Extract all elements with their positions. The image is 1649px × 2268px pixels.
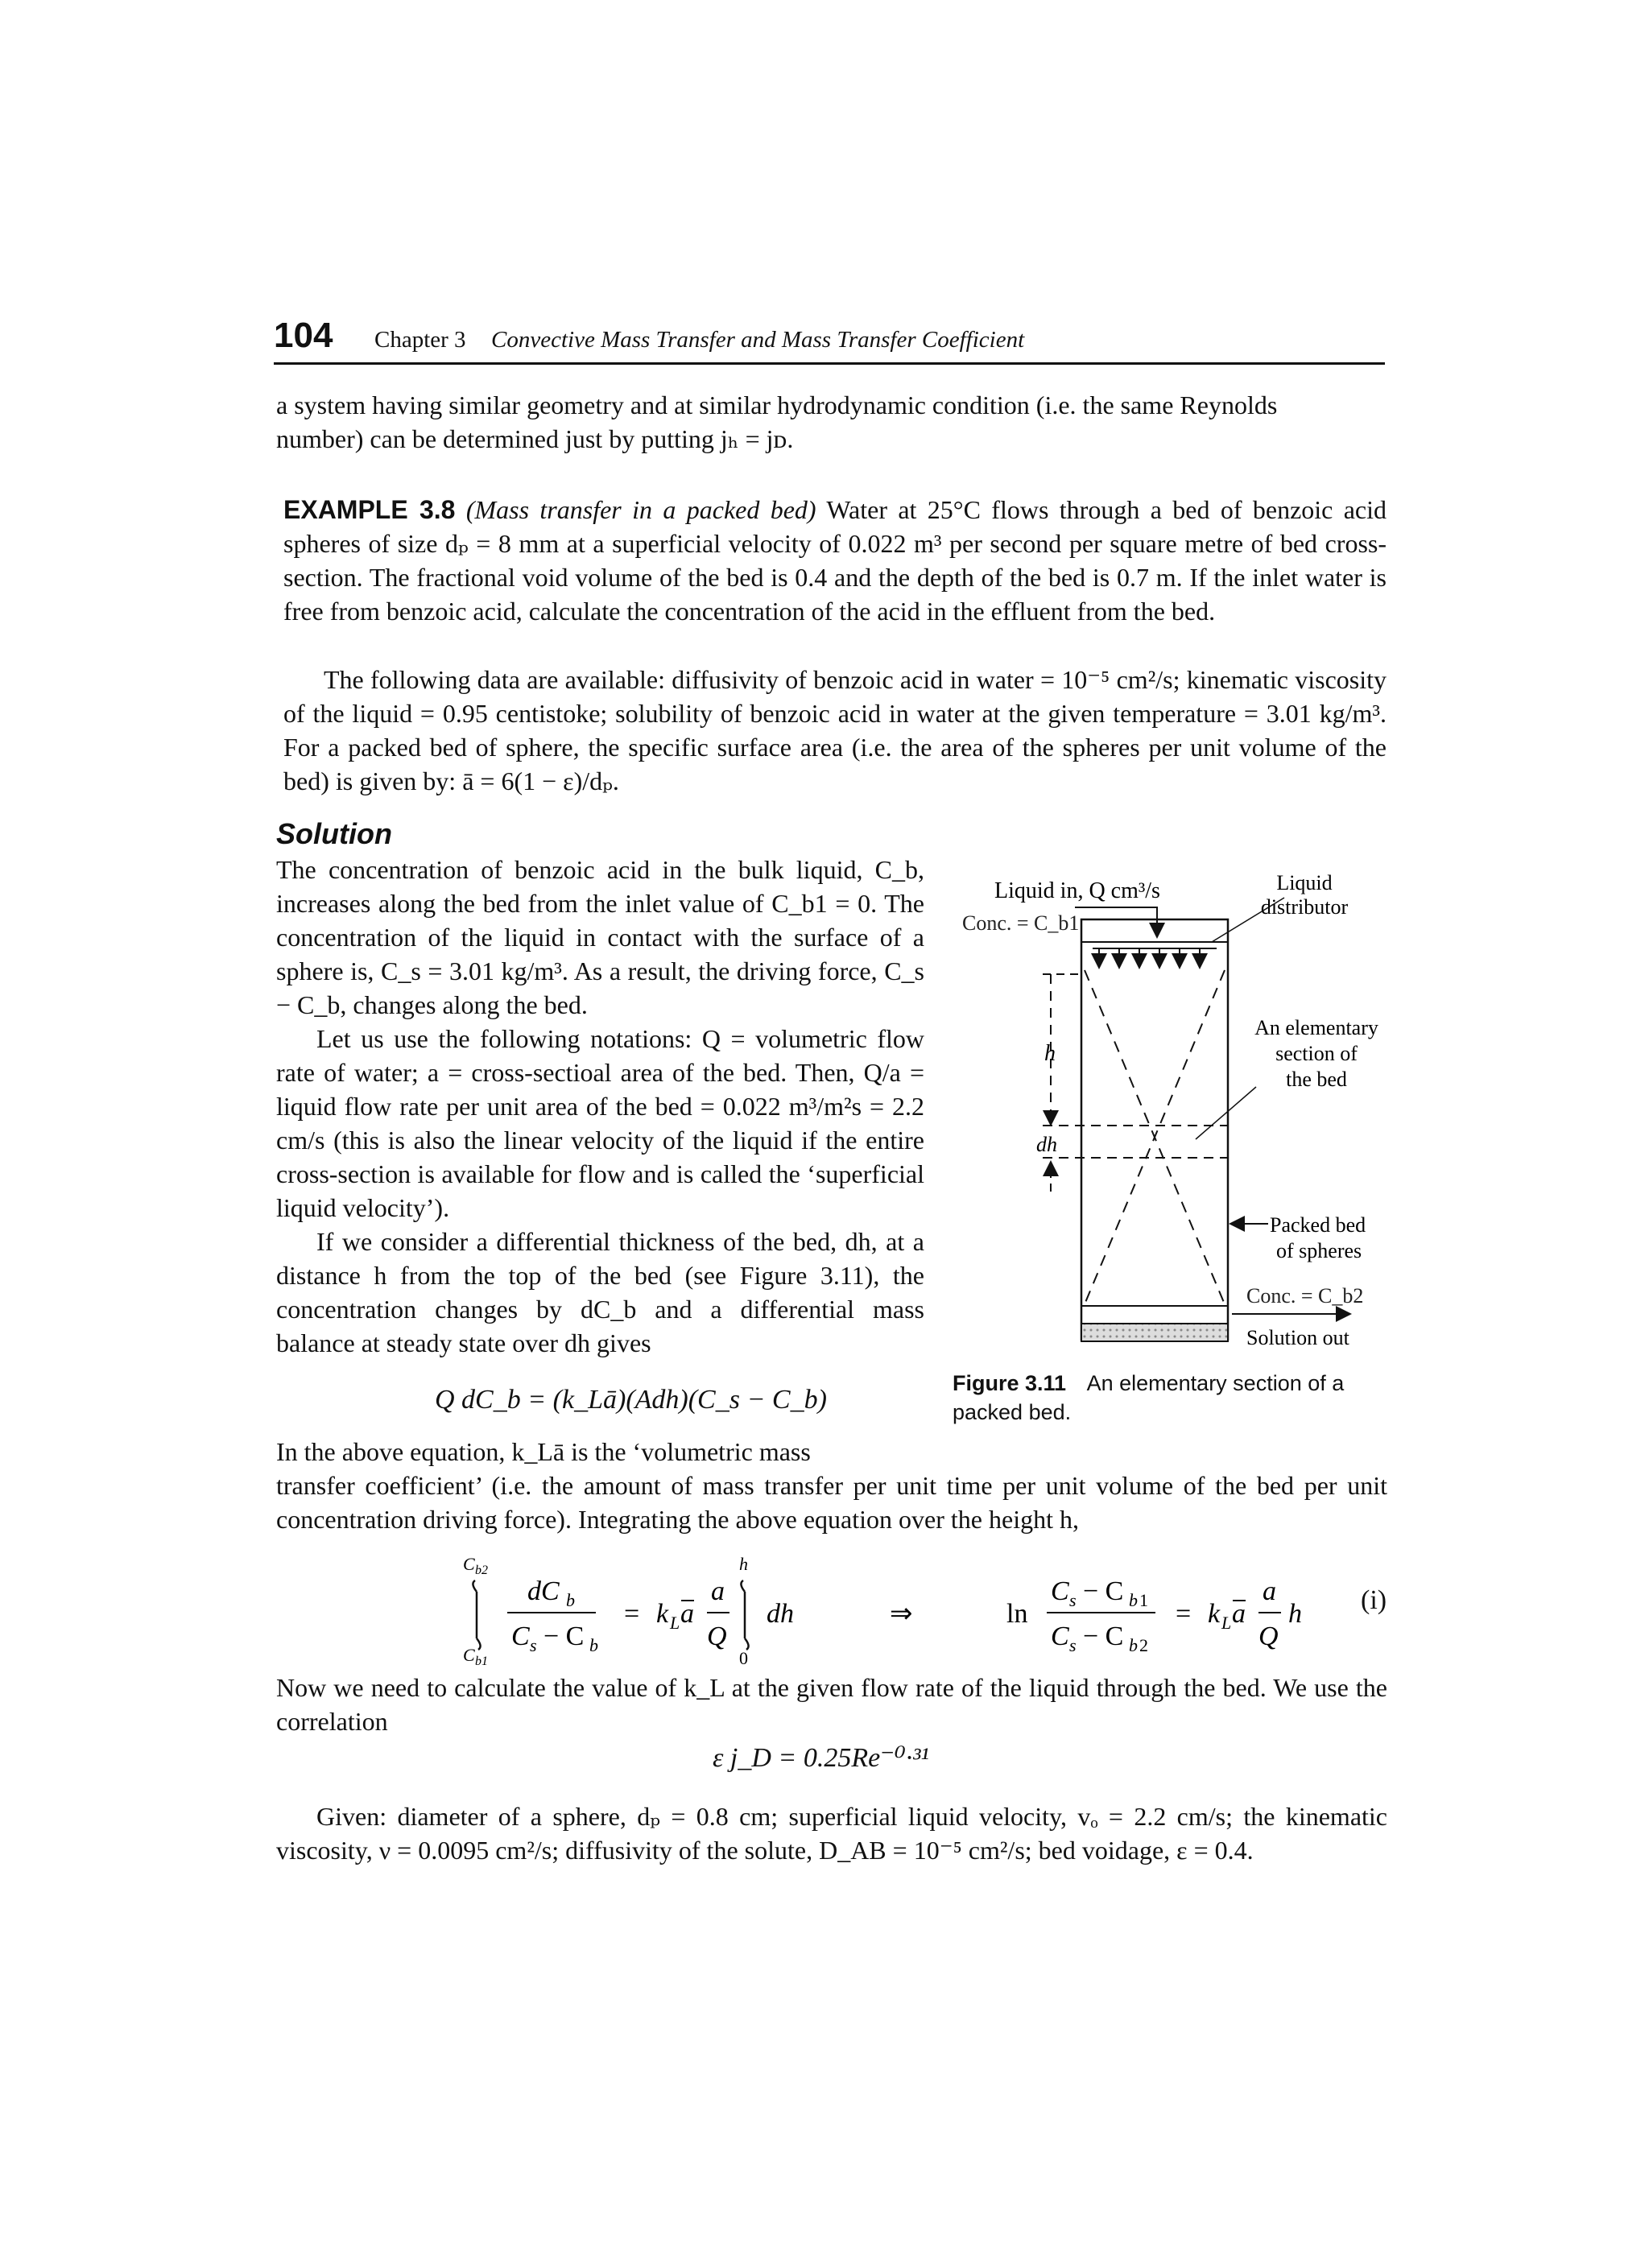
page-header [274, 316, 1385, 365]
svg-text:− C: − C [1083, 1576, 1124, 1606]
svg-text:a: a [1232, 1599, 1246, 1629]
svg-text:s: s [1069, 1590, 1077, 1610]
equation-correlation: ε j_D = 0.25Re⁻⁰·³¹ [713, 1743, 929, 1773]
svg-text:− C: − C [543, 1621, 585, 1651]
figure-label-dh: dh [1036, 1133, 1057, 1156]
intro-line-2: number) can be determined just by putting jₕ = jᴅ. [276, 424, 794, 453]
bed-column [1081, 919, 1228, 1340]
svg-text:− C: − C [1083, 1621, 1124, 1651]
solution-paragraph-5: Now we need to calculate the value of k_L at the given flow rate of the liquid through the bed. We use the correlation [276, 1673, 1387, 1736]
svg-text:C: C [511, 1621, 530, 1651]
svg-text:b: b [589, 1635, 598, 1655]
chapter-title: Convective Mass Transfer and Mass Transfer Coefficient [491, 327, 1025, 353]
example-title: (Mass transfer in a packed bed) [465, 495, 816, 524]
example-label: EXAMPLE 3.8 [283, 495, 456, 524]
figure-label-liquid-in: Liquid in, Q cm³/s [994, 878, 1160, 903]
equation-mass-balance: Q dC_b = (k_Lā)(Adh)(C_s − C_b) [435, 1385, 827, 1415]
svg-text:dh: dh [767, 1599, 794, 1629]
svg-text:b1: b1 [475, 1655, 488, 1668]
svg-text:C: C [463, 1554, 475, 1574]
svg-text:2: 2 [1139, 1635, 1148, 1655]
figure-label-packed: Packed bed of spheres [1270, 1213, 1366, 1262]
example-text-1: Water at 25°C flows through a bed of benzoic acid spheres of size dₚ = 8 mm at a superficial velocity of 0.022 m³ per second per square metre of bed cross-section. The fractional void volume of the bed is 0.4 and the depth of the bed is 0.7 m. If the inlet water is free from benzoic acid, calculate the concentration of the acid in the effluent from the bed. [283, 495, 1387, 626]
svg-text:C: C [1051, 1621, 1069, 1651]
equation-number: (i) [1361, 1585, 1387, 1615]
svg-text:1: 1 [1139, 1590, 1148, 1610]
svg-text:k: k [1208, 1599, 1221, 1629]
integral-equation [451, 1550, 1401, 1671]
figure-caption [953, 1369, 1403, 1427]
svg-text:C: C [1051, 1576, 1069, 1606]
svg-text:0: 0 [739, 1648, 748, 1668]
svg-text:b: b [1129, 1590, 1138, 1610]
solution-paragraph-1: The concentration of benzoic acid in the bulk liquid, C_b, increases along the bed from the inlet value of C_b1 = 0. The concentration of the liquid in contact with the surface of a sphere is, C_s = 3.01 kg/m³. As a result, the driving force, C_s − C_b, changes along the bed. [276, 855, 924, 1019]
figure-label-elementary: An elementary section of the bed [1254, 1016, 1378, 1091]
solution-paragraph-2: Let us use the following notations: Q = volumetric flow rate of water; a = cross-sectioal area of the bed. Then, Q/a = liquid flow rate per unit area of the bed = 0.022 m³/m²s = 2.2 cm/s (this is also the linear velocity of the liquid if the entire cross-section is available for flow and is called the ‘superficial liquid velocity’). [276, 1024, 924, 1222]
svg-text:h: h [1288, 1599, 1302, 1629]
svg-text:s: s [1069, 1635, 1077, 1655]
svg-text:C: C [463, 1645, 475, 1665]
svg-text:⇒: ⇒ [890, 1599, 913, 1629]
svg-text:s: s [530, 1635, 537, 1655]
solution-paragraph-3: If we consider a differential thickness of the bed, dh, at a distance h from the top of the bed (see Figure 3.11), the concentration changes by dC_b and a differential mass balance at steady state over dh gives [276, 1227, 924, 1357]
svg-text:dC: dC [527, 1576, 560, 1606]
solution-paragraph-4a: In the above equation, k_Lā is the ‘volumetric mass [276, 1437, 811, 1466]
example-paragraph-1 [283, 493, 1387, 628]
solution-paragraph-4b: transfer coefficient’ (i.e. the amount of mass transfer per unit time per unit volume of the bed per unit concentration driving force). Integrating the above equation over the height h, [276, 1471, 1387, 1534]
svg-text:=: = [624, 1599, 640, 1629]
svg-text:h: h [739, 1554, 748, 1574]
figure-caption-text: An elementary section of a packed bed. [953, 1371, 1345, 1424]
svg-text:ln: ln [1006, 1599, 1028, 1629]
svg-text:Q: Q [1258, 1621, 1279, 1651]
svg-text:a: a [1263, 1576, 1276, 1606]
figure-label-h: h [1044, 1041, 1056, 1066]
svg-text:L: L [670, 1613, 680, 1633]
solution-heading: Solution [276, 817, 392, 850]
figure-label-conc-bottom: Conc. = C_b2 [1246, 1284, 1364, 1308]
chapter-label: Chapter 3 [374, 327, 466, 353]
svg-text:b: b [566, 1590, 575, 1610]
figure-label-solution-out: Solution out [1246, 1326, 1349, 1349]
intro-line-1: a system having similar geometry and at similar hydrodynamic condition (i.e. the same Reynolds [276, 390, 1278, 419]
svg-text:a: a [680, 1599, 694, 1629]
figure-label-distributor: Liquid distributor [1260, 871, 1349, 919]
svg-text:=: = [1176, 1599, 1192, 1629]
solution-paragraph-6: Given: diameter of a sphere, dₚ = 0.8 cm; superficial liquid velocity, vₒ = 2.2 cm/s; the kinematic viscosity, ν = 0.0095 cm²/s; diffusivity of the solute, D_AB = 10⁻⁵ cm²/s; bed voidage, ε = 0.4. [276, 1802, 1387, 1865]
svg-text:Q: Q [707, 1621, 727, 1651]
svg-text:k: k [656, 1599, 669, 1629]
figure-caption-number: Figure 3.11 [953, 1371, 1067, 1395]
figure-3-11 [946, 837, 1397, 1361]
svg-text:L: L [1221, 1613, 1232, 1633]
page-number: 104 [274, 316, 333, 355]
svg-text:b: b [1129, 1635, 1138, 1655]
svg-text:a: a [711, 1576, 725, 1606]
figure-label-conc-top: Conc. = C_b1 [962, 911, 1080, 935]
example-paragraph-2: The following data are available: diffusivity of benzoic acid in water = 10⁻⁵ cm²/s; kinematic viscosity of the liquid = 0.95 centistoke; solubility of benzoic acid in water at the given temperature = 3.01 kg/m³. For a packed bed of sphere, the specific surface area (i.e. the area of the spheres per unit volume of the bed) is given by: ā = 6(1 − ε)/dₚ. [283, 665, 1387, 795]
svg-text:b2: b2 [475, 1564, 488, 1577]
